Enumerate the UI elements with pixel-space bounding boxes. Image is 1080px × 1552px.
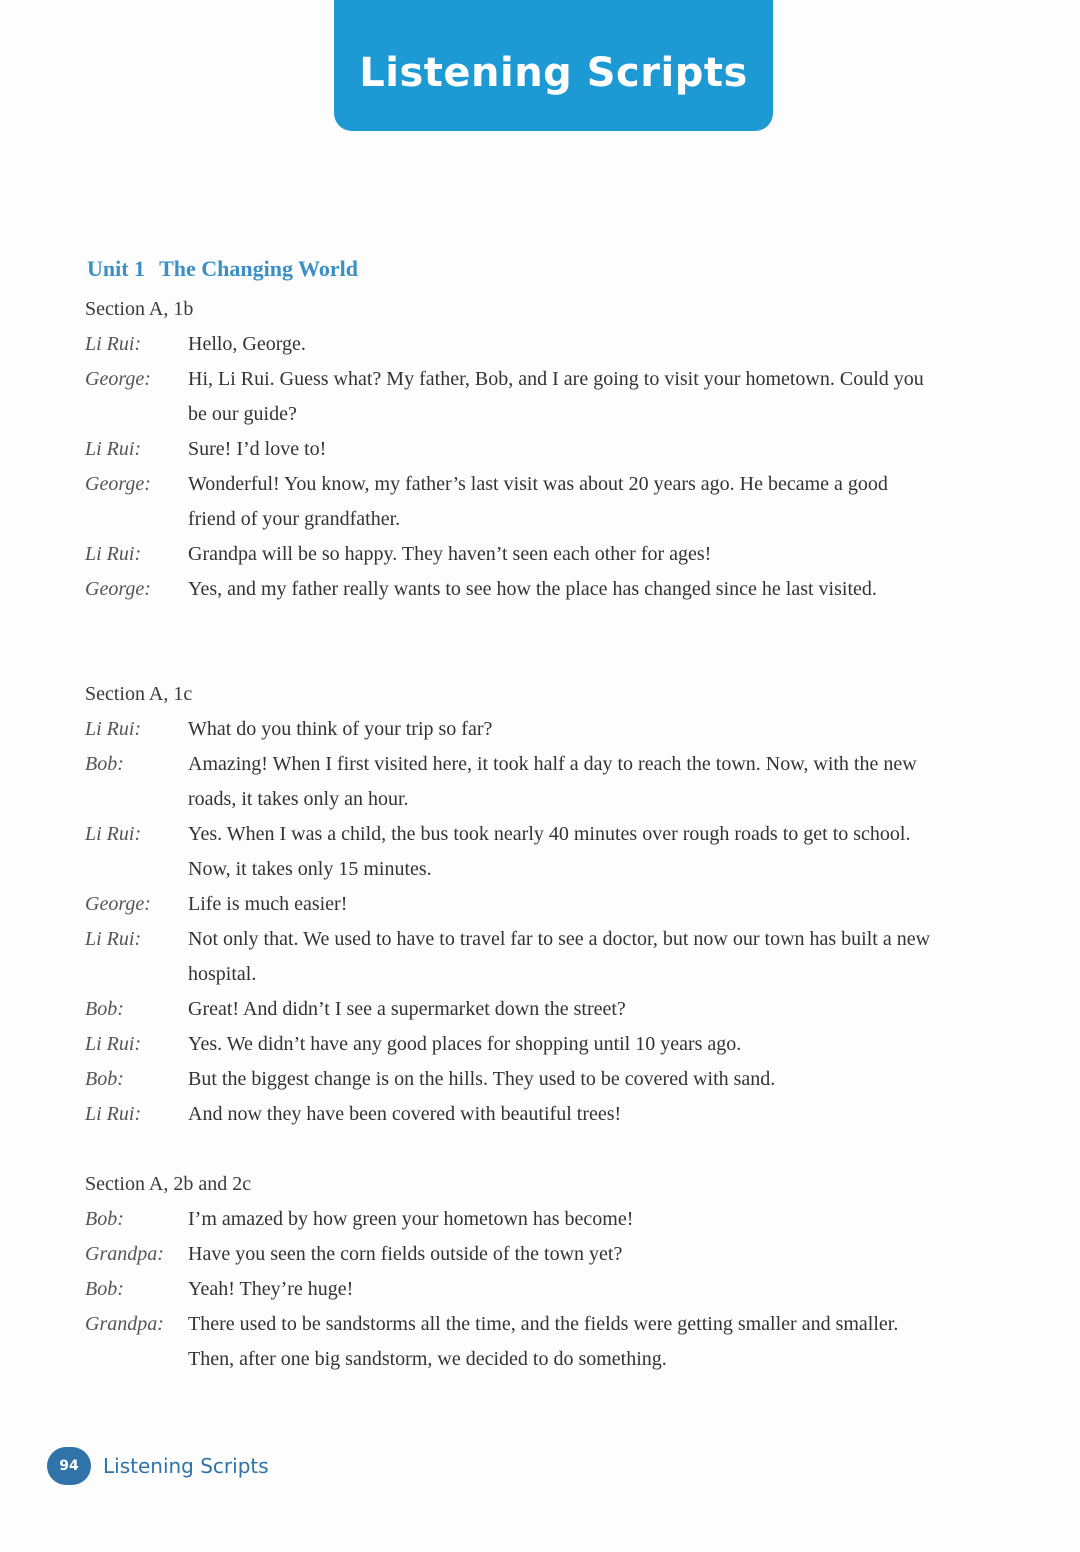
speaker: Bob: [85,998,124,1020]
dialogue-line [85,1307,935,1377]
dialogue-text: But the biggest change is on the hills. They used to be covered with sand. [188,1068,776,1090]
dialogue-line [85,572,935,607]
speaker: Li Rui: [85,333,142,355]
dialogue-text: There used to be sandstorms all the time, and the fields were getting smaller and smaller. Then, after one big sandstorm, we decided to do something. [188,1313,899,1370]
dialogue-text: Life is much easier! [188,893,348,915]
dialogue-line [85,817,935,887]
dialogue-line [85,537,935,572]
speaker: George: [85,893,151,915]
dialogue-text: Yes. We didn’t have any good places for shopping until 10 years ago. [188,1033,742,1055]
speaker: George: [85,368,151,390]
unit-number: Unit 1 [87,256,146,281]
dialogue-text: Hello, George. [188,333,306,355]
dialogue-line [85,1272,935,1307]
dialogue-text: Hi, Li Rui. Guess what? My father, Bob, and I are going to visit your hometown. Could you be our guide? [188,368,924,425]
dialogue-line [85,327,935,362]
speaker: Li Rui: [85,543,142,565]
section-1b [85,292,935,607]
dialogue-line [85,922,935,992]
dialogue-line [85,887,935,922]
dialogue-line [85,432,935,467]
dialogue-text: Yeah! They’re huge! [188,1278,354,1300]
dialogue-line [85,1027,935,1062]
page-number-badge: 94 [47,1447,91,1485]
speaker: Grandpa: [85,1243,164,1265]
dialogue-line [85,1097,935,1132]
dialogue-line [85,362,935,432]
unit-name: The Changing World [159,256,358,281]
dialogue-line [85,1062,935,1097]
speaker: Li Rui: [85,823,142,845]
dialogue-text: Yes, and my father really wants to see how the place has changed since he last visited. [188,578,877,600]
dialogue-line [85,712,935,747]
dialogue-text: Grandpa will be so happy. They haven’t seen each other for ages! [188,543,712,565]
speaker: Grandpa: [85,1313,164,1335]
speaker: Li Rui: [85,438,142,460]
speaker: Li Rui: [85,928,142,950]
dialogue-text: Amazing! When I first visited here, it took half a day to reach the town. Now, with the new roads, it takes only an hour. [188,753,917,810]
dialogue-line [85,467,935,537]
section-heading: Section A, 2b and 2c [85,1173,252,1195]
dialogue-line [85,747,935,817]
footer-title: Listening Scripts [103,1454,269,1478]
speaker: George: [85,473,151,495]
dialogue-text: Not only that. We used to have to travel far to see a doctor, but now our town has built a new hospital. [188,928,931,985]
speaker: Bob: [85,1278,124,1300]
speaker: Li Rui: [85,1103,142,1125]
speaker: Bob: [85,1068,124,1090]
dialogue-text: Yes. When I was a child, the bus took nearly 40 minutes over rough roads to get to school. Now, it takes only 15 minutes. [188,823,911,880]
dialogue-line [85,992,935,1027]
speaker: Bob: [85,753,124,775]
speaker: Li Rui: [85,1033,142,1055]
dialogue-text: Sure! I’d love to! [188,438,327,460]
dialogue-line [85,1202,935,1237]
speaker: Bob: [85,1208,124,1230]
section-1c [85,677,935,1132]
page-footer [47,1447,269,1485]
section-heading: Section A, 1c [85,683,193,705]
dialogue-text: What do you think of your trip so far? [188,718,493,740]
dialogue-text: And now they have been covered with beautiful trees! [188,1103,622,1125]
header-tab [334,0,773,131]
dialogue-text: Wonderful! You know, my father’s last visit was about 20 years ago. He became a good friend of your grandfather. [188,473,888,530]
dialogue-line [85,1237,935,1272]
dialogue-text: Have you seen the corn fields outside of the town yet? [188,1243,623,1265]
speaker: George: [85,578,151,600]
dialogue-text: I’m amazed by how green your hometown has become! [188,1208,634,1230]
page-title: Listening Scripts [359,49,748,96]
speaker: Li Rui: [85,718,142,740]
unit-title [87,256,358,282]
section-heading: Section A, 1b [85,298,194,320]
dialogue-text: Great! And didn’t I see a supermarket down the street? [188,998,626,1020]
section-2b-2c [85,1167,935,1377]
